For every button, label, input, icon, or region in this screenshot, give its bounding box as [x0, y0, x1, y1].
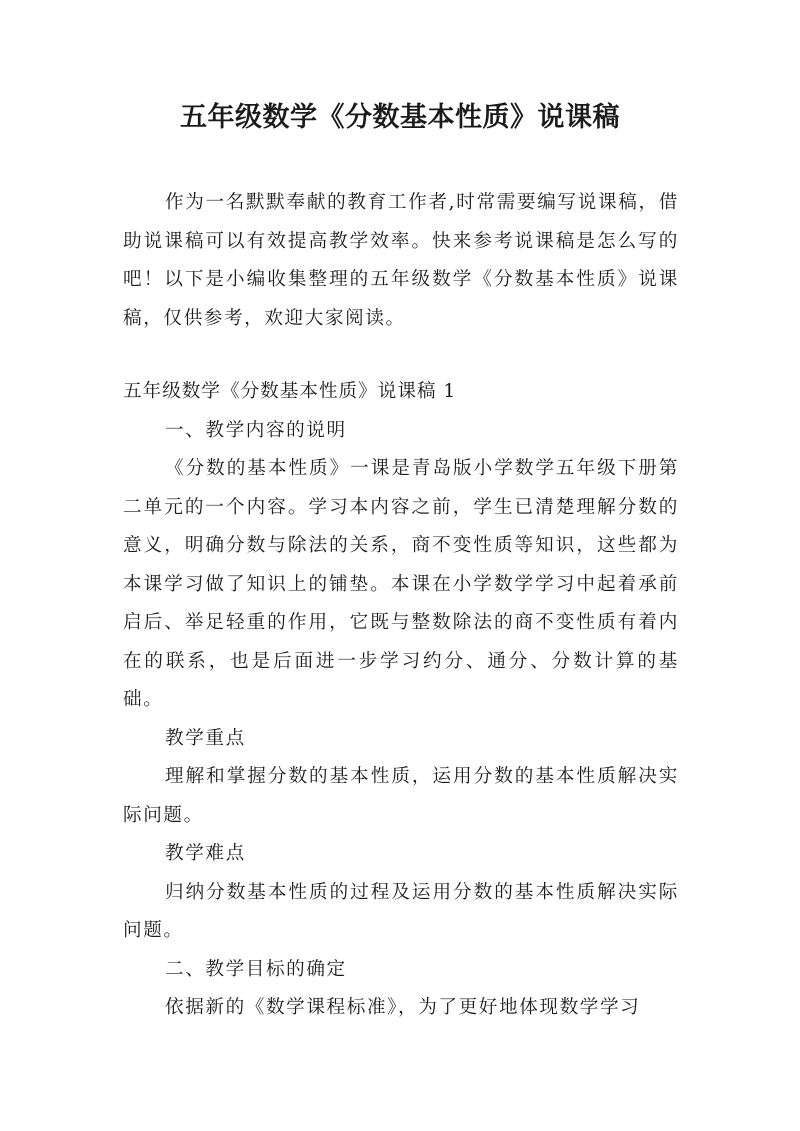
document-title: 五年级数学《分数基本性质》说课稿	[180, 102, 620, 133]
section-heading: 五年级数学《分数基本性质》说课稿 1	[123, 381, 457, 402]
paragraph-teaching-content: 《分数的基本性质》一课是青岛版小学数学五年级下册第二单元的一个内容。学习本内容之前，学生已清楚理解分数的意义，明确分数与除法的关系，商不变性质等知识，这些都为本课学习做了知识上的铺垫。本课在小学数学学习中起着承前启后、举足轻重的作用，它既与整数除法的商不变性质有着内在的联系，也是后面进一步学习约分、通分、分数计算的基础。	[123, 458, 679, 710]
paragraph-objectives-heading: 二、教学目标的确定	[165, 958, 347, 980]
paragraph-difficulty: 归纳分数基本性质的过程及运用分数的基本性质解决实际问题。	[123, 881, 679, 941]
paragraph-teaching-content-heading: 一、教学内容的说明	[165, 419, 347, 441]
paragraph-key-point: 理解和掌握分数的基本性质，运用分数的基本性质解决实际问题。	[123, 766, 679, 826]
paragraph-objectives: 依据新的《数学课程标准》，为了更好地体现数学学习	[165, 997, 641, 1018]
intro-paragraph: 作为一名默默奉献的教育工作者,时常需要编写说课稿，借助说课稿可以有效提高教学效率。快来参考说课稿是怎么写的吧！以下是小编收集整理的五年级数学《分数基本性质》说课稿，仅供参考，欢迎大家阅读。	[123, 192, 679, 329]
section-1	[123, 373, 679, 1028]
paragraph-key-point-heading: 教学重点	[165, 727, 246, 749]
paragraph-difficulty-heading: 教学难点	[165, 843, 246, 864]
